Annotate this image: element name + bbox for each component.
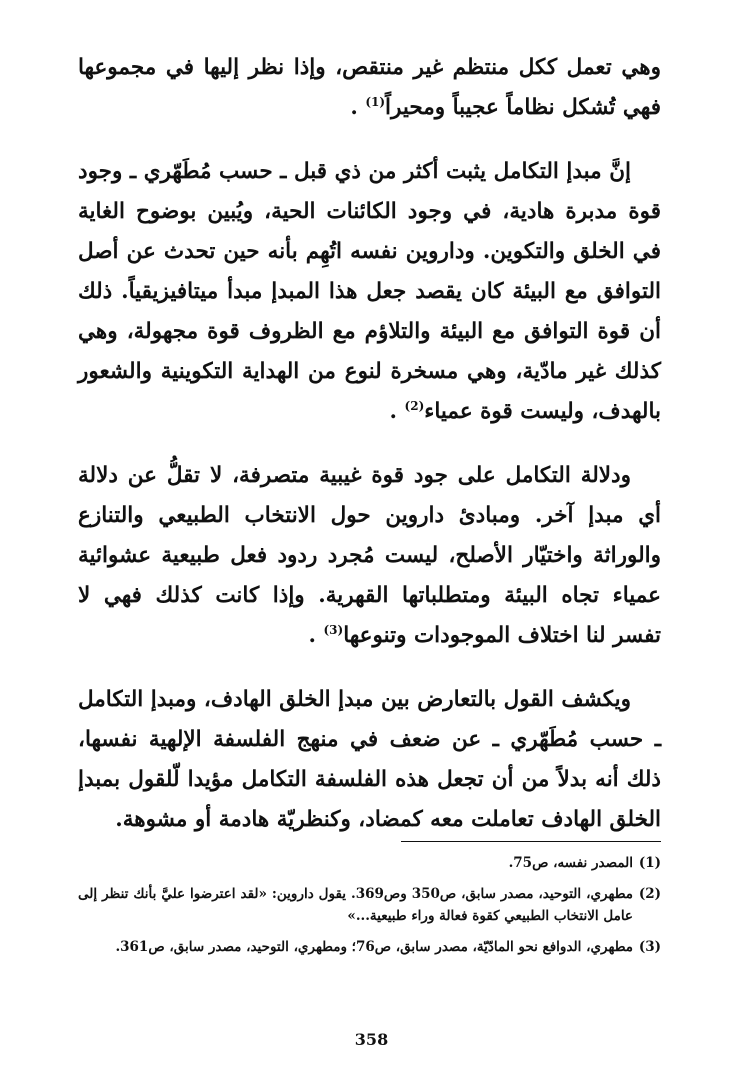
footnote-ref-2[interactable]: (2): [404, 398, 425, 413]
footnote-ref-1[interactable]: (1): [365, 94, 386, 109]
paragraph-3-tail: .: [308, 623, 316, 648]
paragraph-2-tail: .: [389, 399, 398, 424]
page-number: 358: [354, 1030, 389, 1049]
footnote-text: مطهري، التوحيد، مصدر سابق، ص350 وص369. يقول داروين: «لقد اعترضوا عليَّ بأنك تنظر إلى عامل الانتخاب الطبيعي كقوة فعالة وراء طبيعية...»: [78, 886, 633, 924]
paragraph-2-text: إنَّ مبدإ التكامل يثبت أكثر من ذي قبل ـ حسب مُطَهّري ـ وجود قوة مدبرة هادية، في وجود الكائنات الحية، ويُبين بوضوح الغاية في الخلق والتكوين. وداروين نفسه اتُهِم بأنه حين تحدث عن أصل التوافق مع البيئة كان يقصد جعل هذا المبدإ مبدأ ميتافيزيقياً. ذلك أن قوة التوافق مع البيئة والتلاؤم مع الظروف قوة مجهولة، وهي كذلك غير مادّية، وهي مسخرة لنوع من الهداية التكوينية والشعور بالهدف، وليست قوة عمياء: [78, 159, 661, 424]
paragraph-2: [78, 152, 661, 432]
footnote-ref-3[interactable]: (3): [323, 622, 344, 637]
paragraph-4: [78, 680, 661, 840]
paragraph-3-text: ودلالة التكامل على جود قوة غيبية متصرفة، لا تقلُّ عن دلالة أي مبدإ آخر. ومبادئ داروين حول الانتخاب الطبيعي والتنازع والوراثة واختيّار الأصلح، ليست مُجرد ردود فعل طبيعية عشوائية عمياء تجاه البيئة ومتطلباتها القهرية. وإذا كانت كذلك فهي لا تفسر لنا اختلاف الموجودات وتنوعها: [78, 463, 661, 648]
paragraph-1-tail: .: [350, 95, 358, 120]
paragraph-1-text: وهي تعمل ككل منتظم غير منتقص، وإذا نظر إليها في مجموعها فهي تُشكل نظاماً عجيباً ومحيراً: [78, 55, 661, 120]
paragraph-1: [78, 48, 661, 128]
footnote-text: مطهري، الدوافع نحو المادّيّة، مصدر سابق، ص76؛ ومطهري، التوحيد، مصدر سابق، ص361.: [115, 939, 633, 955]
footnote-number: (3): [638, 939, 661, 955]
paragraph-4-text: ويكشف القول بالتعارض بين مبدإ الخلق الهادف، ومبدإ التكامل ـ حسب مُطَهّري ـ عن ضعف في منهج الفلسفة الإلهية نفسها، ذلك أنه بدلاً من أن تجعل هذه الفلسفة التكامل مؤيدا لّلقول بمبدإ الخلق الهادف تعاملت معه كمضاد، وكنظريّة هادمة أو مشوهة.: [78, 687, 661, 832]
footnote-number: (1): [638, 855, 661, 871]
body-text: [78, 48, 661, 864]
paragraph-3: [78, 456, 661, 656]
footnote-separator: [401, 841, 661, 842]
footnote-1: [78, 852, 661, 874]
footnote-3: [78, 936, 661, 958]
footnotes: [78, 852, 661, 967]
footnote-number: (2): [638, 886, 661, 902]
footnote-2: [78, 883, 661, 927]
footnote-text: المصدر نفسه، ص75.: [508, 855, 633, 871]
